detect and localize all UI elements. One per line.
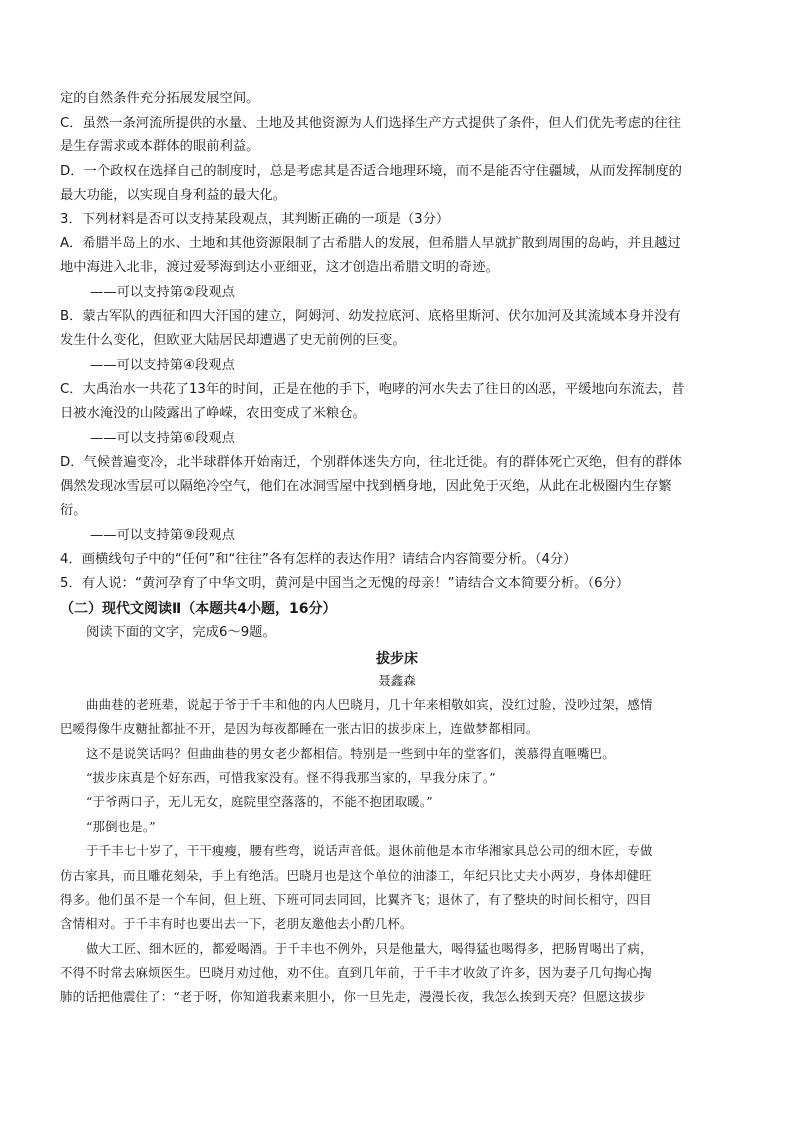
story-dialogue-line: “于爷两口子，无儿无女，庭院里空落落的，不能不抱团取暖。” — [86, 794, 433, 809]
section-heading: （二）现代文阅读Ⅱ（本题共4小题，16分） — [60, 601, 337, 617]
story-paragraph-line: 不得不时常去麻烦医生。巴晓月劝过他，劝不住。直到几年前，于千丰才收敛了许多，因为妻子几句掏心掏 — [60, 965, 652, 980]
story-paragraph-line: 含情相对。于千丰有时也要出去一下，老朋友邀他去小酌几杯。 — [60, 916, 413, 931]
story-dialogue-line: “拔步床真是个好东西，可惜我家没有。怪不得我那当家的，早我分床了。” — [86, 770, 496, 785]
story-paragraph-line: 曲曲巷的老班辈，说起于爷于千丰和他的内人巴晓月，几十年来相敬如宾，没红过脸，没吵过架，感情 — [86, 697, 653, 712]
story-paragraph-line: 这不是说笑话吗？但曲曲巷的男女老少都相信。特别是一些到中年的堂客们，羡慕得直咂嘴巴。 — [86, 746, 615, 761]
q3-option-a-judgement: ——可以支持第②段观点 — [90, 285, 235, 300]
story-title: 拔步床 — [376, 651, 418, 667]
q3-option-d-line-2: 偶然发现冰雪层可以隔绝冷空气，他们在冰洞雪屋中找到栖身地，因此免于灭绝，从此在北极圈内生存繁 — [60, 479, 672, 494]
q3-option-c-line-1: C．大禹治水一共花了13年的时间，正是在他的手下，咆哮的河水失去了往日的凶恶，平缓地向东流去，昔 — [60, 382, 685, 397]
q3-option-c-judgement: ——可以支持第⑥段观点 — [90, 431, 235, 446]
option-c-line-2: 是生存需求或本群体的眼前利益。 — [60, 139, 260, 154]
q3-option-c-line-2: 日被水淹没的山陵露出了峥嵘，农田变成了米粮仓。 — [60, 406, 366, 421]
q3-option-d-line-1: D．气候普遍变冷，北半球群体开始南迁，个别群体迷失方向，往北迁徙。有的群体死亡灭绝，但有的群体 — [60, 455, 682, 470]
option-b-continued: 定的自然条件充分拓展发展空间。 — [60, 91, 260, 106]
story-paragraph-line: 肺的话把他震住了：“老于呀，你知道我素来胆小，你一旦先走，漫漫长夜，我怎么挨到天亮？但愿这拔步 — [60, 989, 646, 1004]
story-paragraph-line: 于千丰七十岁了，干干瘦瘦，腰有些弯，说话声音低。退休前他是本市华湘家具总公司的细木匠，专做 — [86, 843, 653, 858]
question-3-stem: 3．下列材料是否可以支持某段观点，其判断正确的一项是（3分） — [60, 212, 450, 227]
q3-option-d-line-3: 衍。 — [60, 503, 87, 518]
q3-option-b-line-1: B．蒙古军队的西征和四大汗国的建立，阿姆河、幼发拉底河、底格里斯河、伏尔加河及其流域本身并没有 — [60, 309, 681, 324]
q3-option-b-judgement: ——可以支持第④段观点 — [90, 358, 235, 373]
option-d-line-1: D．一个政权在选择自己的制度时，总是考虑其是否适合地理环境，而不是能否守住疆域，从而发挥制度的 — [60, 164, 682, 179]
option-c-line-1: C．虽然一条河流所提供的水量、土地及其他资源为人们选择生产方式提供了条件，但人们优先考虑的往往 — [60, 116, 681, 131]
q3-option-d-judgement: ——可以支持第⑨段观点 — [90, 528, 235, 543]
q3-option-b-line-2: 发生什么变化，但欧亚大陆居民却遭遇了史无前例的巨变。 — [60, 333, 406, 348]
q3-option-a-line-1: A．希腊半岛上的水、土地和其他资源限制了古希腊人的发展，但希腊人早就扩散到周围的岛屿，并且越过 — [60, 236, 681, 251]
story-paragraph-line: 巴嗳得像牛皮糖扯都扯不开，是因为每夜都睡在一张古旧的拔步床上，连做梦都相同。 — [60, 721, 539, 736]
story-paragraph-line: 得多。他们虽不是一个车间，但上班、下班可同去同回，比翼齐飞；退休了，有了整块的时间长相守，四目 — [60, 892, 652, 907]
story-author: 聂鑫森 — [378, 673, 416, 688]
option-d-line-2: 最大功能，以实现自身利益的最大化。 — [60, 188, 287, 203]
question-4: 4．画横线句子中的“任何”和“往往”各有怎样的表达作用？请结合内容简要分析。（4分） — [60, 552, 577, 567]
story-paragraph-line: 做大工匠、细木匠的，都爱喝酒。于千丰也不例外，只是他量大，喝得猛也喝得多，把肠胃喝出了病， — [86, 941, 653, 956]
q3-option-a-line-2: 地中海进入北非，渡过爱琴海到达小亚细亚，这才创造出希腊文明的奇迹。 — [60, 260, 499, 275]
question-5: 5．有人说：“黄河孕育了中华文明，黄河是中国当之无愧的母亲！”请结合文本简要分析。（6分） — [60, 576, 630, 591]
story-paragraph-line: 仿古家具，而且雕花刻朵，手上有绝活。巴晓月也是这个单位的油漆工，年纪只比丈夫小两岁，身体却健旺 — [60, 868, 652, 883]
reading-instruction: 阅读下面的文字，完成6～9题。 — [86, 625, 276, 640]
story-dialogue-line: “那倒也是。” — [86, 819, 156, 834]
